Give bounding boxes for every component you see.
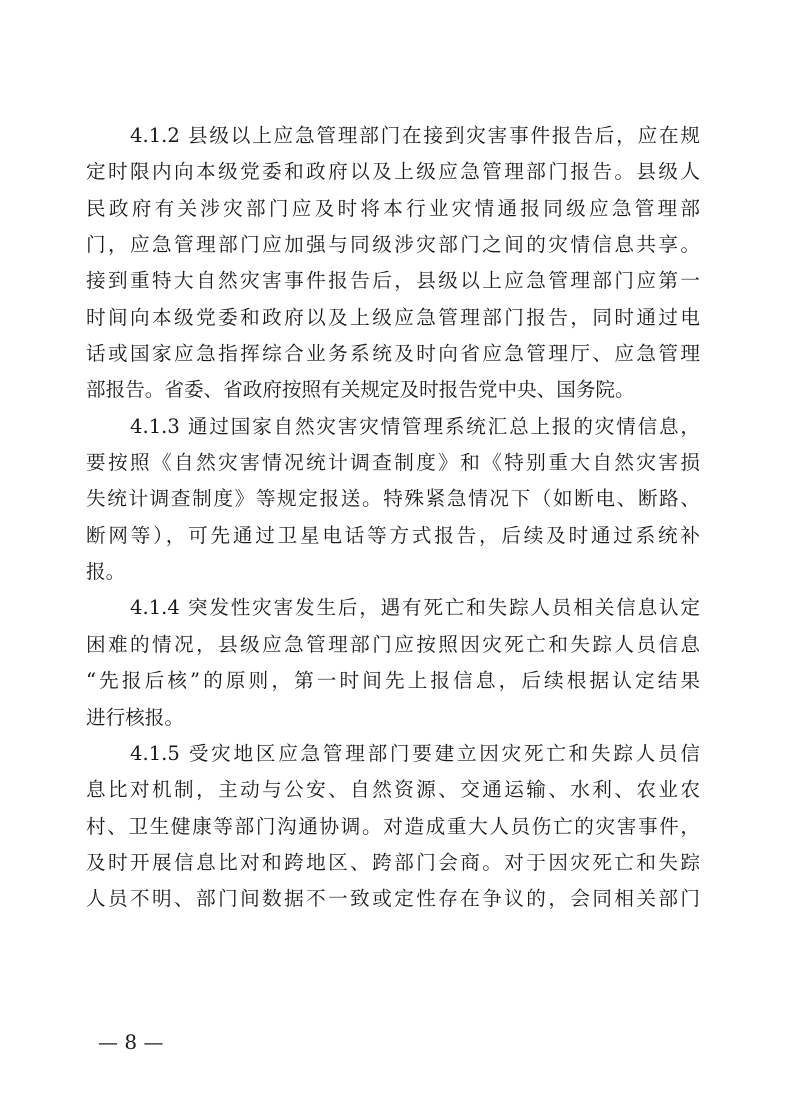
text-line: 要按照《自然灾害情况统计调查制度》和《特别重大自然灾害损 — [86, 451, 700, 475]
page-number: — 8 — — [98, 1030, 164, 1054]
text-line: 接到重特大自然灾害事件报告后，县级以上应急管理部门应第一 — [86, 269, 700, 293]
body-text — [86, 118, 700, 918]
text-line: 4.1.4 突发性灾害发生后，遇有死亡和失踪人员相关信息认定 — [130, 596, 700, 620]
text-line: 失统计调查制度》等规定报送。特殊紧急情况下（如断电、断路、 — [86, 487, 700, 511]
text-line: 话或国家应急指挥综合业务系统及时向省应急管理厅、应急管理 — [86, 342, 700, 366]
text-line: 民政府有关涉灾部门应及时将本行业灾情通报同级应急管理部 — [86, 196, 700, 220]
text-line: 4.1.2 县级以上应急管理部门在接到灾害事件报告后，应在规 — [130, 124, 700, 147]
text-line: “先报后核”的原则，第一时间先上报信息，后续根据认定结果 — [86, 669, 700, 693]
text-line: 断网等），可先通过卫星电话等方式报告，后续及时通过系统补 — [86, 523, 700, 547]
text-line: 4.1.5 受灾地区应急管理部门要建立因灾死亡和失踪人员信 — [130, 741, 700, 765]
text-line: 门，应急管理部门应加强与同级涉灾部门之间的灾情信息共享。 — [86, 233, 700, 257]
text-line: 进行核报。 — [86, 705, 184, 729]
text-line: 报。 — [86, 560, 126, 584]
paragraph-4-1-5 — [86, 736, 700, 918]
paragraph-4-1-3 — [86, 409, 700, 591]
text-line: 及时开展信息比对和跨地区、跨部门会商。对于因灾死亡和失踪 — [86, 850, 700, 874]
text-line: 部报告。省委、省政府按照有关规定及时报告党中央、国务院。 — [86, 378, 635, 402]
text-line: 定时限内向本级党委和政府以及上级应急管理部门报告。县级人 — [86, 160, 700, 184]
text-line: 时间向本级党委和政府以及上级应急管理部门报告，同时通过电 — [86, 305, 700, 329]
text-line: 困难的情况，县级应急管理部门应按照因灾死亡和失踪人员信息 — [86, 632, 700, 656]
paragraph-4-1-2 — [86, 118, 700, 409]
text-line: 4.1.3 通过国家自然灾害灾情管理系统汇总上报的灾情信息， — [130, 414, 700, 438]
paragraph-4-1-4 — [86, 590, 700, 735]
text-line: 人员不明、部门间数据不一致或定性存在争议的，会同相关部门 — [86, 887, 700, 911]
text-line: 村、卫生健康等部门沟通协调。对造成重大人员伤亡的灾害事件， — [86, 814, 700, 838]
text-line: 息比对机制，主动与公安、自然资源、交通运输、水利、农业农 — [86, 778, 700, 802]
